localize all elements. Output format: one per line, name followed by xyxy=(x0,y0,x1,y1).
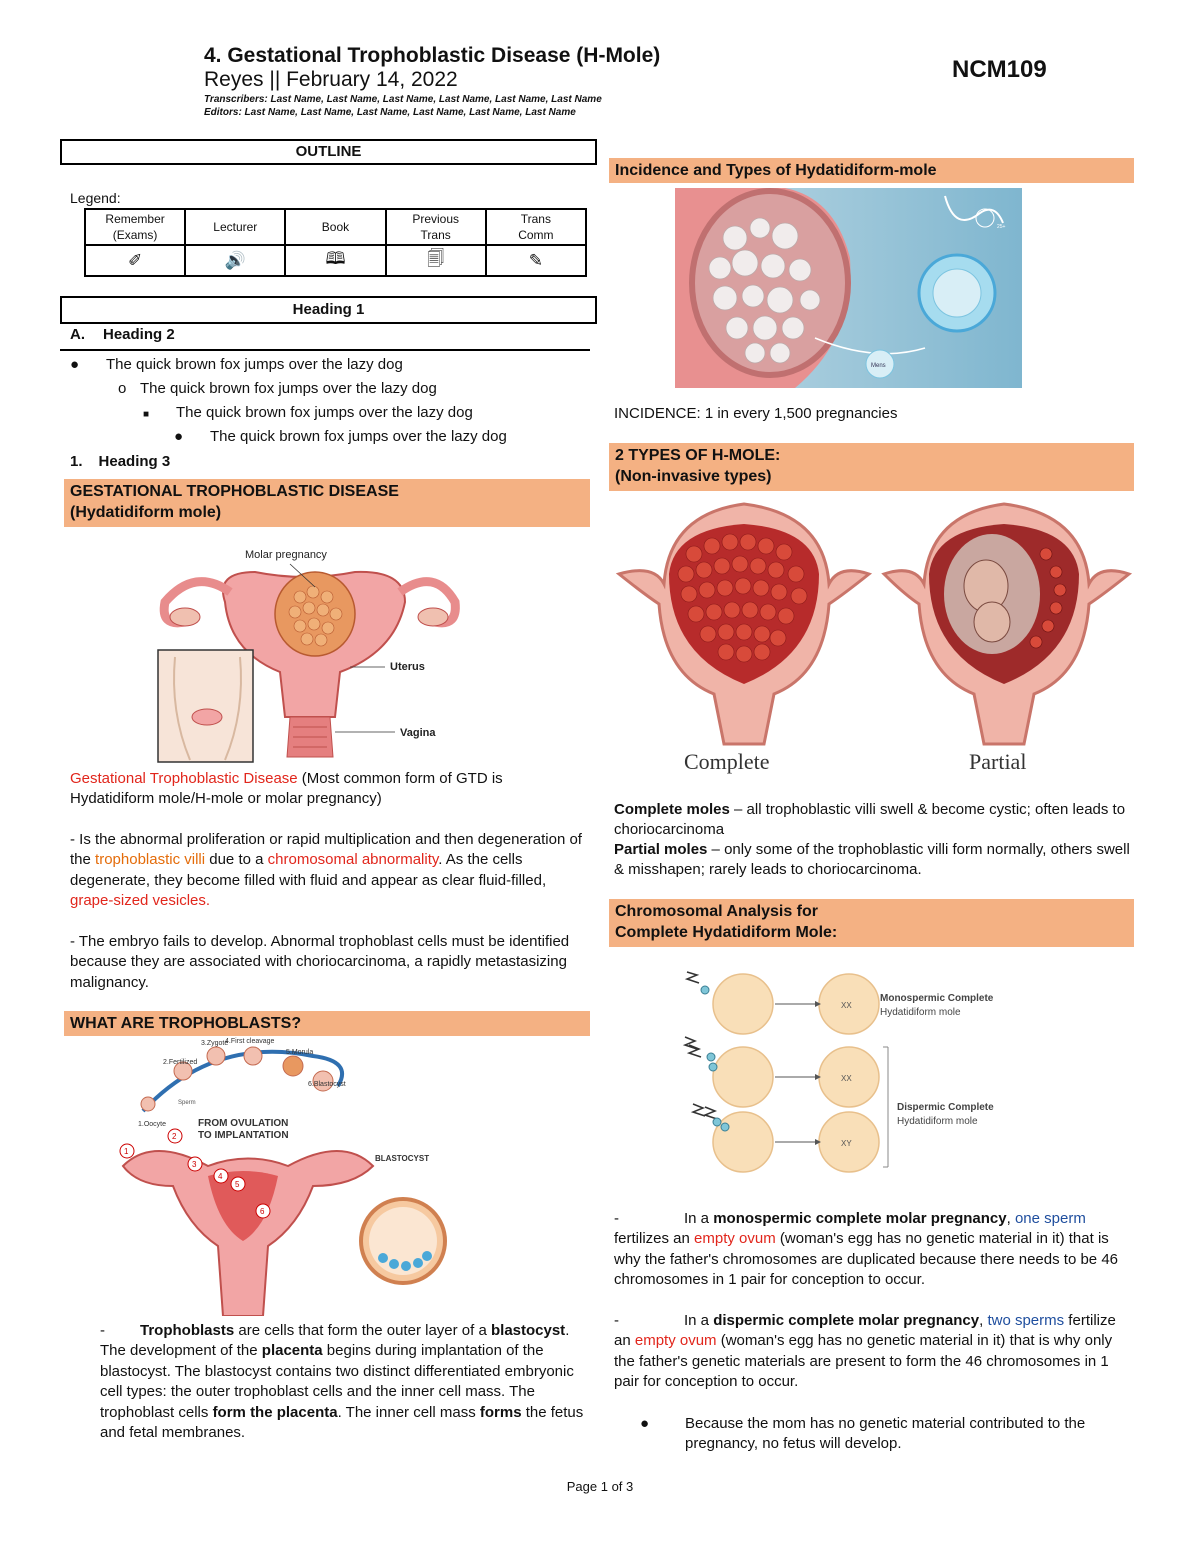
types-band xyxy=(609,443,1134,491)
bullet-level-2: o The quick brown fox jumps over the lazy dog xyxy=(118,380,437,397)
pencil-icon: ✎ xyxy=(486,245,586,276)
heading-2-rule xyxy=(60,349,590,351)
book-icon: 🕮 xyxy=(285,245,385,276)
trophoblasts-heading: WHAT ARE TROPHOBLASTS? xyxy=(70,1015,302,1032)
label-molar-pregnancy: Molar pregnancy xyxy=(245,549,327,561)
label-di-hm: Hydatidiform mole xyxy=(897,1116,978,1127)
chromosomal-band xyxy=(609,899,1134,947)
partial-moles-text: Partial moles – only some of the trophoblastic villi form normally, others swell & misshapen; rarely leads to choriocarcinoma. xyxy=(614,841,1130,879)
dispermic-paragraph: - In a dispermic complete molar pregnancy, two sperms fertilize an empty ovum (woman's egg has no genetic material in it) that is why only the father's genetic materials are present to form the 46 chromosomes in 1 pair for conception to occur. xyxy=(614,1312,1116,1391)
incidence-heading: Incidence and Types of Hydatidiform-mole xyxy=(615,162,937,179)
label-from-ovulation: FROM OVULATION xyxy=(198,1118,289,1129)
ovulation-implantation-figure xyxy=(113,1036,499,1316)
label-step-1: 1 xyxy=(124,1147,129,1156)
gtd-band-line2: (Hydatidiform mole) xyxy=(70,504,222,521)
legend-trans-comm: Trans Comm xyxy=(486,209,586,245)
trophoblasts-band xyxy=(64,1011,590,1036)
gtd-band xyxy=(64,479,590,527)
label-step-4: 4 xyxy=(218,1172,223,1181)
document-title: 4. Gestational Trophoblastic Disease (H-Mole) xyxy=(204,44,661,67)
mole-types-figure xyxy=(614,494,1134,784)
hydatidiform-mole-illustration xyxy=(675,188,1022,388)
types-band-line1: 2 TYPES OF H-MOLE: xyxy=(615,447,781,464)
legend-previous-trans: Previous Trans xyxy=(386,209,486,245)
pin-icon: ✐ xyxy=(85,245,185,276)
heading-2: A. Heading 2 xyxy=(70,326,175,343)
incidence-band xyxy=(609,158,1134,183)
label-monospermic: Monospermic Complete xyxy=(880,993,994,1004)
gtd-band-line1: GESTATIONAL TROPHOBLASTIC DISEASE xyxy=(70,483,399,500)
label-step-6: 6 xyxy=(260,1207,265,1216)
label-sperm: Sperm xyxy=(178,1100,196,1106)
label-oocyte: 1.Oocyte xyxy=(138,1121,167,1128)
label-step-2: 2 xyxy=(172,1132,177,1141)
pages-icon: 🗐 xyxy=(386,245,486,276)
outline-title: OUTLINE xyxy=(295,143,362,160)
legend-lecturer: Lecturer xyxy=(185,209,285,245)
transcribers-line: Transcribers: Last Name, Last Name, Last Name, Last Name, Last Name, Last Name xyxy=(204,94,602,105)
label-xx-di: XX xyxy=(841,1074,852,1083)
complete-moles-text: Complete moles – all trophoblastic villi swell & become cystic; often leads to choriocarcinoma xyxy=(614,801,1126,839)
heading-1-box xyxy=(60,296,597,324)
course-code: NCM109 xyxy=(952,56,1047,83)
bullet-level-4: ● The quick brown fox jumps over the lazy dog xyxy=(174,428,507,445)
legend-book: Book xyxy=(285,209,385,245)
editors-line: Editors: Last Name, Last Name, Last Name, Last Name, Last Name, Last Name xyxy=(204,107,576,118)
bullet-level-1: ● The quick brown fox jumps over the lazy dog xyxy=(70,356,403,373)
label-xy-di: XY xyxy=(841,1139,852,1148)
legend-table xyxy=(84,208,587,277)
label-fertilized: 2.Fertilized xyxy=(163,1059,198,1066)
heading-3: 1. Heading 3 xyxy=(70,453,171,470)
chromosomal-band-line2: Complete Hydatidiform Mole: xyxy=(615,924,838,941)
label-mens: Mens xyxy=(871,363,886,369)
lecturer-date: Reyes || February 14, 2022 xyxy=(204,68,458,91)
gtd-embryo-paragraph: - The embryo fails to develop. Abnormal trophoblast cells must be identified because they are associated with choriocarcinoma, a rapidly metastasizing malignancy. xyxy=(70,933,570,991)
heading-1: Heading 1 xyxy=(292,301,365,318)
label-first-cleavage: 4.First cleavage xyxy=(225,1038,275,1045)
label-step-3: 3 xyxy=(192,1160,197,1169)
label-blastocyst-stage: 6.Blastocyst xyxy=(308,1081,346,1088)
legend-label: Legend: xyxy=(70,190,121,206)
label-xx-mono: XX xyxy=(841,1001,852,1010)
label-uterus: Uterus xyxy=(390,661,425,673)
page-number: Page 1 of 3 xyxy=(566,1479,634,1494)
chromosomal-band-line1: Chromosomal Analysis for xyxy=(615,903,819,920)
caption-partial: Partial xyxy=(969,749,1027,774)
incidence-text: INCIDENCE: 1 in every 1,500 pregnancies xyxy=(614,405,898,422)
label-step-5: 5 xyxy=(235,1180,240,1189)
gtd-definition: Gestational Trophoblastic Disease (Most common form of GTD is Hydatidiform mole/H-mole or molar pregnancy) xyxy=(70,770,503,808)
types-band-line2: (Non-invasive types) xyxy=(615,468,772,485)
label-blastocyst: BLASTOCYST xyxy=(375,1154,430,1163)
label-small: 25+ xyxy=(997,224,1006,230)
label-zygote: 3.Zygote xyxy=(201,1040,229,1047)
molar-pregnancy-figure xyxy=(155,542,462,764)
bullet-level-3: ■ The quick brown fox jumps over the lazy dog xyxy=(143,404,473,421)
chromosomal-analysis-diagram xyxy=(675,967,1015,1177)
no-fetus-bullet: ● Because the mom has no genetic material contributed to the pregnancy, no fetus will develop. xyxy=(640,1415,1086,1453)
label-vagina: Vagina xyxy=(400,727,436,739)
speaker-icon: 🔊 xyxy=(185,245,285,276)
gtd-proliferation-paragraph: - Is the abnormal proliferation or rapid multiplication and then degeneration of the trophoblastic villi due to a chromosomal abnormality. As the cells degenerate, they become filled with fluid and appear as clear fluid-filled, grape-sized vesicles. xyxy=(70,831,582,910)
monospermic-paragraph: - In a monospermic complete molar pregnancy, one sperm fertilizes an empty ovum (woman's egg has no genetic material in it) that is why the father's chromosomes are duplicated because there needs to be 46 chromosomes in 1 pair for conception to occur. xyxy=(614,1210,1119,1289)
label-to-implantation: TO IMPLANTATION xyxy=(198,1130,289,1141)
label-mono-hm: Hydatidiform mole xyxy=(880,1007,961,1018)
outline-box xyxy=(60,139,597,165)
caption-complete: Complete xyxy=(684,749,770,774)
legend-remember: Remember (Exams) xyxy=(85,209,185,245)
label-dispermic: Dispermic Complete xyxy=(897,1102,994,1113)
trophoblast-definition: - Trophoblasts are cells that form the outer layer of a blastocyst. The development of the placenta begins during implantation of the blastocyst. The blastocyst contains two distinct differentiated embryonic cell types: the outer trophoblast cells and the inner cell mass. The trophoblast cells form the placenta. The inner cell mass forms the fetus and fetal membranes. xyxy=(100,1322,584,1442)
label-morula: 5.Morula xyxy=(286,1049,314,1056)
